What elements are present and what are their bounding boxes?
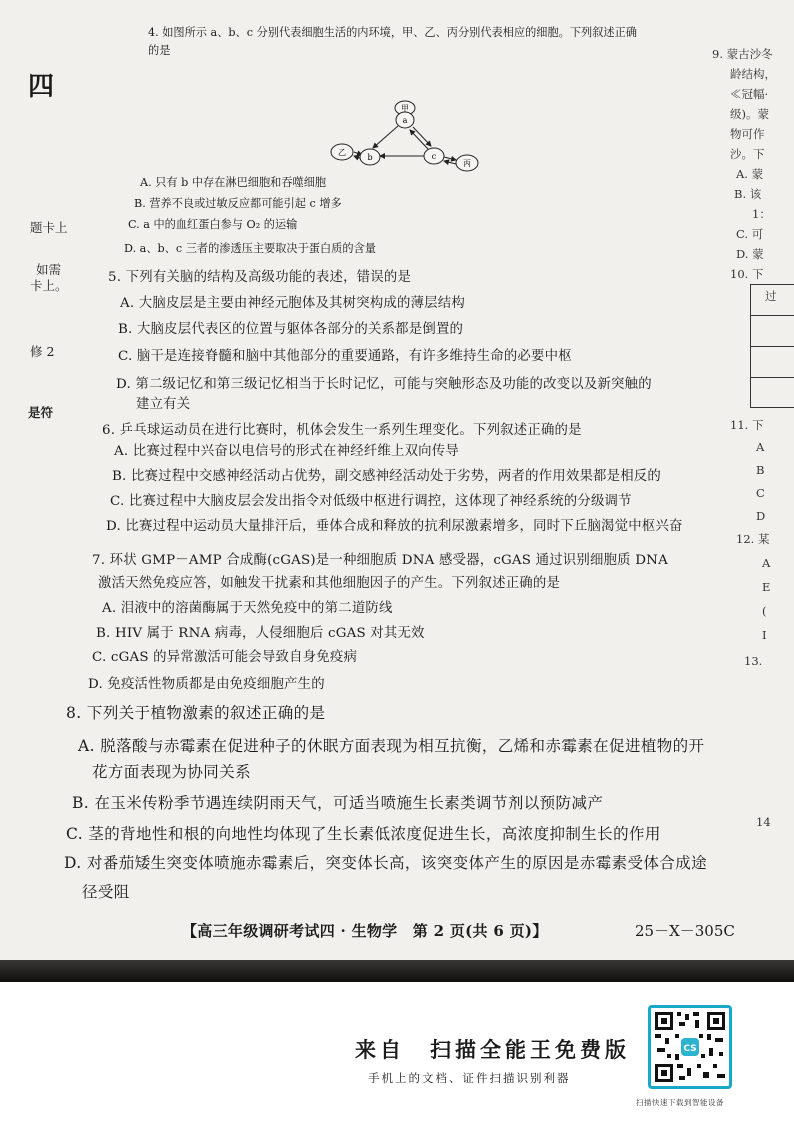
right-fragment: E [762, 580, 771, 594]
q10-table-fragment [750, 284, 794, 408]
q4-option-c: C. a 中的血红蛋白参与 O₂ 的运输 [128, 218, 298, 231]
qr-caption: 扫描快速下载到智能设备 [636, 1098, 724, 1107]
scanner-app-title: 来自 扫描全能王免费版 [355, 1037, 630, 1062]
table-cell: 过 [751, 285, 794, 316]
q4-option-d: D. a、b、c 三者的渗透压主要取决于蛋白质的含量 [124, 242, 376, 255]
section-mark: 四 [28, 72, 55, 102]
download-qr-code[interactable] [648, 1005, 732, 1089]
q7-stem-line1: 7. 环状 GMP－AMP 合成酶(cGAS)是一种细胞质 DNA 感受器，cGAS 通过识别细胞质 DNA [92, 553, 668, 568]
q5-stem: 5. 下列有关脑的结构及高级功能的表述，错误的是 [108, 270, 412, 285]
page-footer-code: 25－X－305C [635, 922, 735, 940]
q4-stem-line2: 的是 [148, 44, 171, 57]
right-fragment: B. 该 [734, 187, 762, 201]
q8-option-c: C. 茎的背地性和根的向地性均体现了生长素低浓度促进生长，高浓度抑制生长的作用 [66, 825, 661, 843]
arrow-c-bing [444, 157, 456, 160]
arrow-bing-c [444, 161, 456, 164]
q7-option-b: B. HIV 属于 RNA 病毒，人侵细胞后 cGAS 对其无效 [96, 626, 425, 641]
node-c-label: c [431, 152, 437, 161]
q5-option-d-line2: 建立有关 [136, 397, 191, 412]
page-shadow-edge [0, 960, 794, 982]
qr-logo: CS [683, 1044, 697, 1054]
page-footer-title: 【高三年级调研考试四 · 生物学 第 2 页(共 6 页)】 [182, 922, 548, 940]
right-fragment: 14 [756, 815, 771, 829]
right-fragment: B [756, 463, 765, 477]
left-margin-fragment: 题卡上 [30, 220, 68, 235]
right-fragment: 9. 蒙古沙冬 [712, 47, 773, 61]
arrow-a-b [373, 126, 398, 148]
left-margin-fragment: 如需 [36, 262, 62, 277]
right-fragment: 物可作 [730, 127, 765, 141]
left-margin-fragment: 卡上。 [30, 278, 68, 293]
right-fragment: 1： [752, 207, 771, 221]
q8-option-a-line2: 花方面表现为协同关系 [92, 763, 252, 781]
q6-stem: 6. 乒乓球运动员在进行比赛时，机体会发生一系列生理变化。下列叙述正确的是 [102, 423, 582, 438]
table-cell [751, 347, 794, 378]
left-margin-fragment: 是符 [28, 405, 54, 420]
right-fragment: A. 蒙 [736, 167, 764, 181]
node-jia-label: 甲 [401, 104, 409, 113]
q8-option-a-line1: A. 脱落酸与赤霉素在促进种子的休眠方面表现为相互抗衡，乙烯和赤霉素在促进植物的开 [78, 737, 705, 755]
q8-option-d-line2: 径受阻 [82, 883, 130, 901]
right-fragment: 11. 下 [730, 418, 764, 432]
q5-option-a: A. 大脑皮层是主要由神经元胞体及其树突构成的薄层结构 [120, 296, 465, 311]
qr-pattern [651, 1008, 729, 1086]
q8-stem: 8. 下列关于植物激素的叙述正确的是 [66, 704, 326, 722]
q8-option-b: B. 在玉米传粉季节遇连续阴雨天气，可适当喷施生长素类调节剂以预防减产 [72, 794, 604, 812]
right-fragment: A [756, 440, 765, 454]
node-yi-label: 乙 [338, 148, 346, 157]
q4-option-a: A. 只有 b 中存在淋巴细胞和吞噬细胞 [140, 176, 327, 189]
q5-option-d-line1: D. 第二级记忆和第三级记忆相当于长时记忆，可能与突触形态及功能的改变以及新突触的 [116, 377, 652, 392]
right-fragment: 沙。下 [730, 147, 765, 161]
right-fragment: 级)。蒙 [730, 107, 769, 121]
q8-option-d-line1: D. 对番茄矮生突变体喷施赤霉素后，突变体长高，该突变体产生的原因是赤霉素受体合成途 [64, 854, 708, 872]
right-fragment: D [756, 509, 766, 523]
body-fluid-diagram [312, 100, 502, 184]
node-bing-label: 丙 [463, 159, 471, 168]
q6-option-b: B. 比赛过程中交感神经活动占优势，副交感神经活动处于劣势，两者的作用效果都是相反的 [112, 469, 661, 484]
q7-option-d: D. 免疫活性物质都是由免疫细胞产生的 [88, 677, 325, 692]
q6-option-d: D. 比赛过程中运动员大量排汗后，垂体合成和释放的抗利尿激素增多，同时下丘脑渴觉中枢兴奋 [106, 519, 683, 534]
right-fragment: ( [762, 604, 767, 618]
right-fragment: 13. [744, 654, 763, 668]
node-a-label: a [402, 116, 408, 125]
right-fragment: 10. 下 [730, 267, 764, 281]
table-cell [751, 316, 794, 347]
q4-option-b: B. 营养不良或过敏反应都可能引起 c 增多 [134, 197, 342, 210]
right-fragment: A [762, 556, 771, 570]
right-fragment: 12. 某 [736, 532, 770, 546]
q6-option-c: C. 比赛过程中大脑皮层会发出指令对低级中枢进行调控，这体现了神经系统的分级调节 [110, 494, 632, 509]
q7-stem-line2: 激活天然免疫应答，如触发干扰素和其他细胞因子的产生。下列叙述正确的是 [98, 576, 561, 591]
q6-option-a: A. 比赛过程中兴奋以电信号的形式在神经纤维上双向传导 [114, 444, 459, 459]
q7-option-a: A. 泪液中的溶菌酶属于天然免疫中的第二道防线 [102, 601, 393, 616]
right-fragment: C. 可 [736, 227, 764, 241]
q5-option-c: C. 脑干是连接脊髓和脑中其他部分的重要通路，有许多维持生命的必要中枢 [118, 349, 572, 364]
right-fragment: 龄结构， [730, 67, 776, 81]
right-fragment: I [762, 628, 767, 642]
left-margin-fragment: 修 2 [30, 344, 55, 359]
right-fragment: D. 蒙 [736, 247, 764, 261]
q7-option-c: C. cGAS 的异常激活可能会导致自身免疫病 [92, 650, 358, 665]
right-fragment: ≪冠幅· [730, 87, 769, 101]
q5-option-b: B. 大脑皮层代表区的位置与躯体各部分的关系都是倒置的 [118, 322, 464, 337]
q4-stem-line1: 4. 如图所示 a、b、c 分别代表细胞生活的内环境，甲、乙、丙分别代表相应的细胞。下列叙述正确 [148, 26, 637, 39]
scanner-app-subtitle: 手机上的文档、证件扫描识别利器 [368, 1071, 571, 1085]
right-fragment: C [756, 486, 765, 500]
node-b-label: b [367, 153, 373, 162]
